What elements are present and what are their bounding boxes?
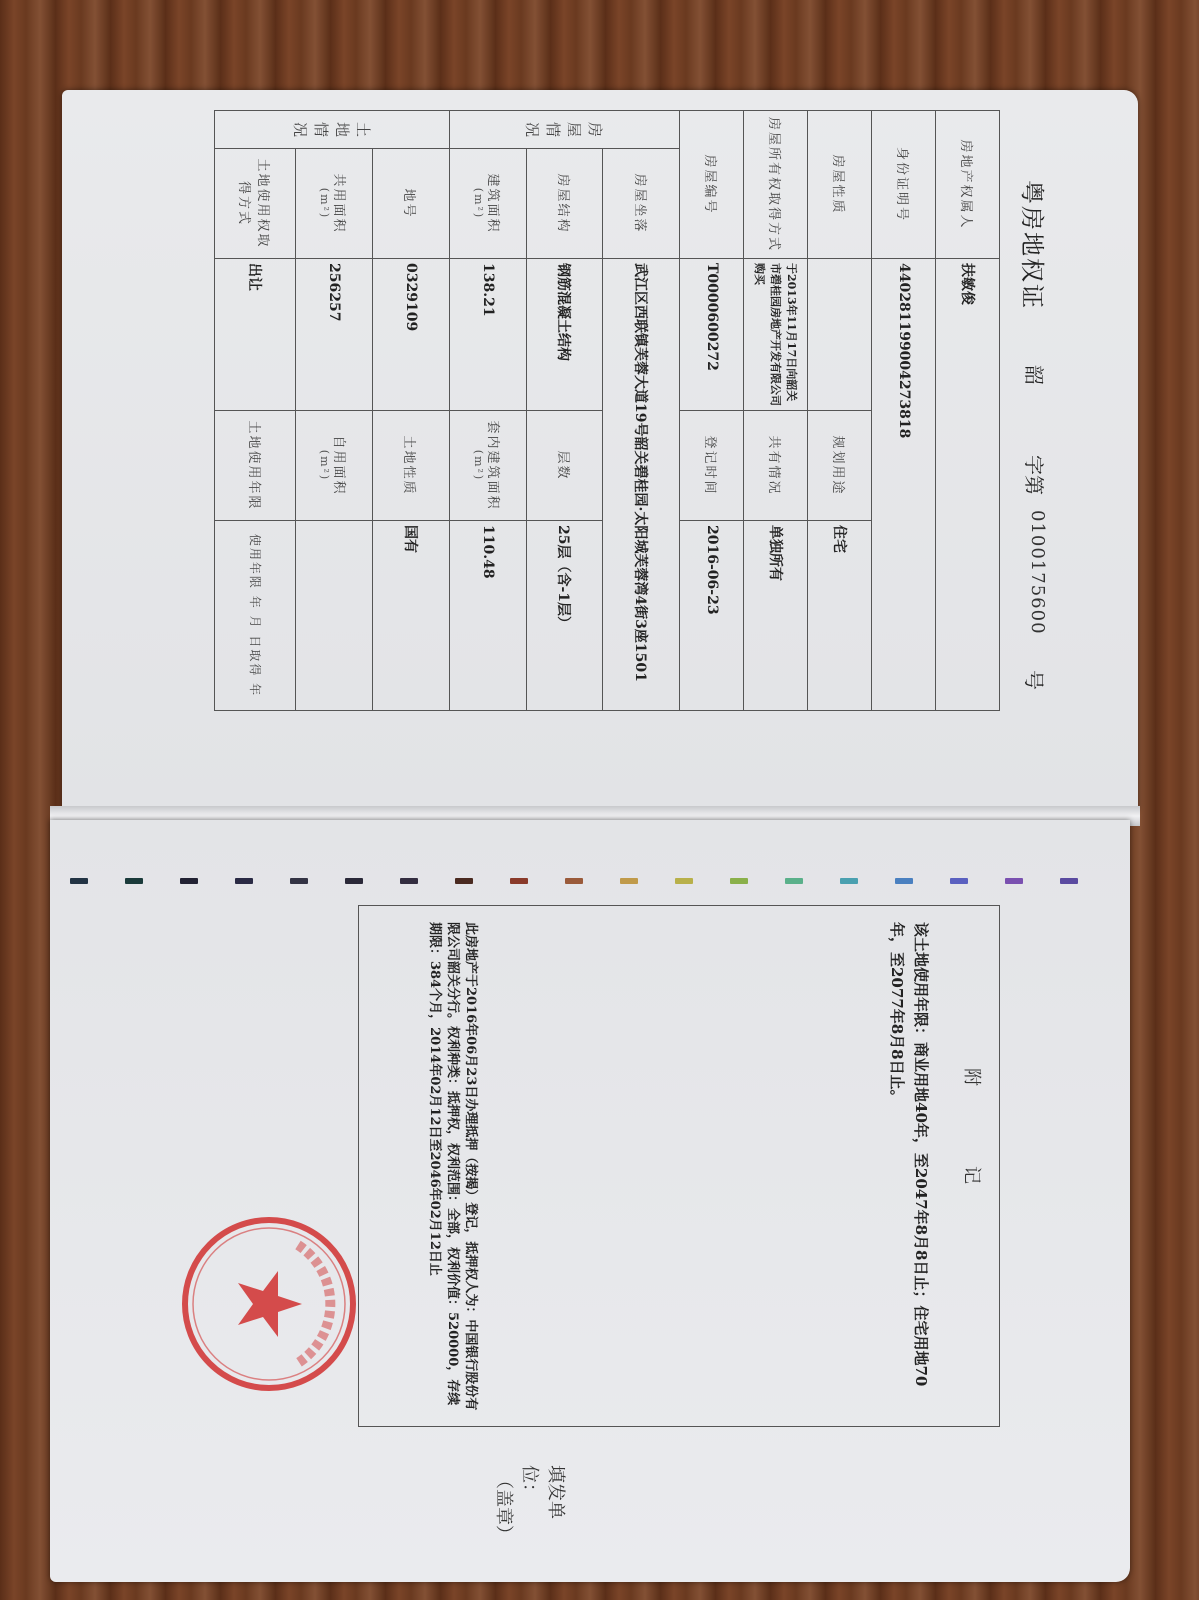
issuer-seal-note: （盖章） (493, 1471, 514, 1543)
floors-value: 25层（含-1层） (526, 521, 603, 711)
structure-label: 房屋结构 (526, 149, 603, 259)
issuer (492, 1465, 570, 1545)
plot-label: 地号 (372, 149, 449, 259)
id-value: 440281199004273818 (872, 259, 936, 711)
structure-value: 钢筋混凝土结构 (526, 259, 603, 411)
house-no-value: T0000600272 (680, 259, 744, 411)
table-row (449, 111, 526, 711)
register-date-value: 2016-06-23 (680, 521, 744, 711)
acquire-value: 于2013年11月17日向韶关市碧桂园房地产开发有限公司购买 (744, 259, 808, 411)
owner-value: 扶敏俊 (936, 259, 1000, 711)
inner-area-value: 110.48 (449, 521, 526, 711)
floors-label: 层数 (526, 411, 603, 521)
table-row (872, 111, 936, 711)
property-info-table (214, 110, 1000, 711)
land-acquire-label: 土地使用权取得方式 (215, 149, 296, 259)
table-row (680, 111, 744, 711)
land-nature-value: 国有 (372, 521, 449, 711)
certificate-zi-di: 字第 (1022, 455, 1046, 495)
usage-label: 规划用途 (808, 411, 872, 521)
table-row (603, 111, 680, 711)
certificate-header (1004, 110, 1060, 710)
location-label: 房屋坐落 (603, 149, 680, 259)
table-row (296, 111, 373, 711)
table-row (744, 111, 808, 711)
usage-value: 住宅 (808, 521, 872, 711)
annex-mortgage-note: 此房地产于2016年06月23日办理抵押（按揭）登记，抵押权人为：中国银行股份有限公司韶关分行。权利种类：抵押权，权利范围：全部，权利价值：520000，存续期限：384个月，2014年02月12日至2046年02月12日止 (427, 922, 478, 1411)
certificate-number: 0100175600 (1027, 510, 1048, 635)
register-date-label: 登记时间 (680, 411, 744, 521)
own-area-label: 自用面积 (m²) (296, 411, 373, 521)
land-acquire-value: 出让 (215, 259, 296, 411)
table-row (936, 111, 1000, 711)
official-seal-icon (180, 1215, 358, 1393)
location-value: 武江区西联镇芙蓉大道19号韶关碧桂园·太阳城芙蓉湾4街3座1501 (603, 259, 680, 711)
land-term-label: 土地使用年限 (215, 411, 296, 521)
land-term-value: 使用年限 年 月 日取得 年 (215, 521, 296, 711)
annex-box (358, 905, 1000, 1427)
house-side-label: 房屋情况 (449, 111, 679, 149)
id-label: 身份证明号 (872, 111, 936, 259)
acquire-label: 房屋所有权取得方式 (744, 111, 808, 259)
land-nature-label: 土地性质 (372, 411, 449, 521)
certificate-title: 粤房地权证 (1018, 180, 1046, 310)
certificate-main-panel (150, 110, 1060, 710)
shared-area-label: 共用面积 (m²) (296, 149, 373, 259)
own-area-value (296, 521, 373, 711)
area-label: 建筑面积 (m²) (449, 149, 526, 259)
land-side-label: 土地情况 (215, 111, 450, 149)
share-label: 共有情况 (744, 411, 808, 521)
area-value: 138.21 (449, 259, 526, 411)
table-row (808, 111, 872, 711)
shared-area-value: 256257 (296, 259, 373, 411)
annex-heading: 附记 (961, 1068, 982, 1264)
annex-land-term-note: 该土地使用年限：商业用地40年，至2047年8月8日止；住宅用地70年，至2077年8月8日止。 (888, 922, 930, 1387)
share-value: 单独所有 (744, 521, 808, 711)
table-row (526, 111, 603, 711)
table-row (215, 111, 296, 711)
inner-area-label: 套内建筑面积 (m²) (449, 411, 526, 521)
table-row (372, 111, 449, 711)
certificate-hao: 号 (1022, 670, 1046, 690)
annex-panel (320, 905, 1000, 1545)
plot-value: 0329109 (372, 259, 449, 411)
house-no-label: 房屋编号 (680, 111, 744, 259)
certificate-region: 韶 (1022, 365, 1046, 385)
owner-label: 房地产权属人 (936, 111, 1000, 259)
nature-label: 房屋性质 (808, 111, 872, 259)
spine-color-marks (70, 878, 1110, 888)
nature-value (808, 259, 872, 411)
issuer-label: 填发单位： (519, 1465, 566, 1519)
